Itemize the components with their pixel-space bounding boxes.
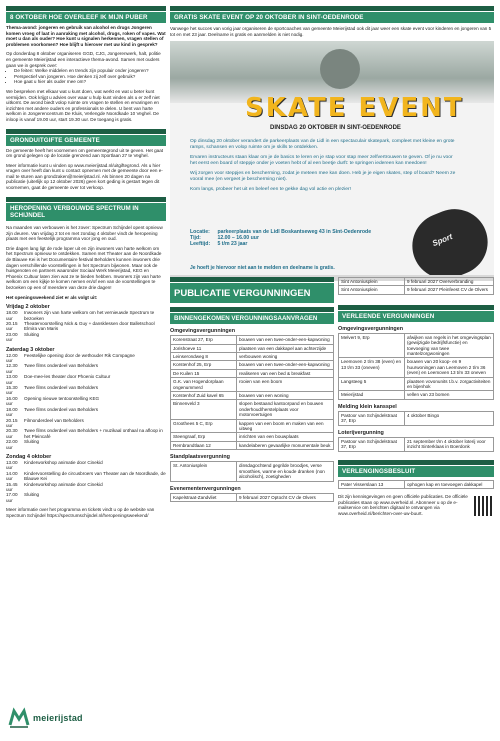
table-row — [171, 400, 334, 419]
table-row — [339, 333, 494, 358]
paragraph: Kom langs, probeer het uit en beleef een te gekke dag vol actie en plezier! — [190, 187, 351, 193]
table-cell-location: St. Antoniusplein — [171, 462, 237, 481]
section-title: GRONDUITGIFTE GEMEENTE — [6, 135, 166, 146]
schedule-desc: Inwoners zijn van harte welkom om het vernieuwde Spectrum te bezoeken — [24, 310, 155, 321]
list-item: • De feiten: Welke middelen en trends zijn populair onder jongeren? — [14, 68, 166, 74]
permit-table — [338, 411, 494, 426]
schedule-desc: Twee films onderdeel van Beholders — [24, 385, 99, 391]
table-cell-location: G.K. van Hogendorplaan ongenummerd — [171, 378, 237, 392]
table-cell-location: Leemoven 2 t/m 38 (even) en 13 t/m 33 (oneven) — [339, 358, 405, 377]
table-row — [171, 361, 334, 369]
permits-title: PUBLICATIE VERGUNNINGEN — [170, 283, 334, 303]
schedule-time: 15.30 uur — [6, 385, 18, 396]
schedule-time: 14.00 uur — [6, 470, 18, 482]
schedule-time: 18.00 uur — [6, 310, 18, 321]
table-row — [171, 392, 334, 400]
list-item: • Hoe gaat u hier als ouder mee om? — [14, 79, 166, 85]
table-cell-description: dinsdagochtend gegrilde broodjes, verse smoothies, warme en koude dranken (non alcoholisch), zoetigheden — [237, 462, 334, 481]
table-row — [339, 391, 494, 399]
table-cell-location: Pater Visserslaan 13 — [339, 480, 405, 488]
schedule-time: 15.45 uur — [6, 481, 18, 492]
paragraph: We bespreken met elkaar wat u kunt doen, wat werkt en wat u beter kunt vermijden. Ook krijgt u advies over waar u hulp kunt vinden als u er zelf niet uitkomt. De avond biedt volop ruimte om vragen te stellen en ervaringen en inzichten met andere ouders en professionals te delen. U bent van harte welkom in Jongerencentrum De Kluis, Verlengde Noordkade 10 Veghel. De inloop is vanaf 19.00 uur, start 19.30 uur. De toegang is gratis. — [6, 88, 160, 122]
logo — [8, 707, 83, 729]
poster-body — [190, 139, 460, 197]
section-title: HEROPENING VERBOUWDE SPECTRUM IN SCHIJNDEL — [6, 203, 166, 221]
poster-title: SKATE EVENT — [245, 93, 464, 124]
location-label: Locatie: — [190, 229, 210, 236]
permit-table — [170, 461, 334, 481]
paragraph: Op donderdag 8 oktober organiseren GGD, CJG, Jongerenwerk, halt, politie en gemeente Meierijstad een interactieve thema-avond. Samen met ouders gaan we in gesprek over: — [6, 51, 161, 68]
table-cell-location: Pastoor van Schijndelstraat 37, Erp — [339, 437, 405, 451]
table-row — [171, 353, 334, 361]
schedule-row — [6, 353, 166, 364]
schedule-desc: Filmonderdeel van Beholders — [24, 417, 84, 423]
table-cell-location: Steengraaf, Erp — [171, 433, 237, 441]
schedule-desc: Kinderworkshop animatie door Cinekid — [24, 459, 103, 465]
schedule-row — [6, 471, 166, 482]
age-value: 5 t/m 23 jaar — [217, 241, 248, 248]
permit-table — [170, 335, 334, 450]
schedule-row — [6, 396, 166, 407]
table-cell-description: 4 oktober Bingo — [405, 411, 494, 425]
permit-table — [338, 333, 494, 400]
schedule-desc: Theatervoorstelling Nick & Guy + dansklessen door Balletschool Elmira van Maris — [24, 321, 155, 332]
group-title: Melding klein kansspel — [338, 403, 397, 410]
table-cell-description: verbouwen woning — [237, 353, 334, 361]
divider — [170, 307, 334, 312]
table-cell-location: Kapelstraat-Zandvliet — [171, 493, 237, 501]
permit-table — [338, 437, 494, 452]
schedule-row — [6, 407, 166, 418]
table-cell-description: 9 februari 2027 Optocht CV de Olvers — [237, 493, 334, 501]
time-label: Tijd: — [190, 235, 201, 242]
table-cell-description: rooien van een boom — [237, 378, 334, 392]
table-row — [171, 369, 334, 377]
group-title: Omgevingsvergunningen — [338, 325, 403, 332]
schedule-time: 16.00 uur — [6, 395, 18, 407]
divider — [6, 197, 166, 202]
logo-icon — [8, 707, 30, 729]
table-row — [339, 278, 494, 286]
schedule-time: 23.00 uur — [6, 331, 18, 343]
group-title: Omgevingsvergunningen — [170, 328, 235, 335]
table-cell-description: 21 september t/m 4 oktober loterij voor inzicht Sinterklaas in Boerdonk — [405, 437, 494, 451]
schedule-row — [6, 321, 166, 332]
board-logo: Sport — [431, 232, 454, 249]
table-cell-location: Sint Antoniusplein — [339, 278, 405, 286]
schedule-row — [6, 418, 166, 429]
skateboard-image — [402, 199, 494, 281]
table-cell-location: Meierijstad — [339, 391, 405, 399]
schedule-desc: Sluiting — [24, 492, 40, 498]
table-cell-description: bouwen van 20 koop- en 9 huurwoningen aan Leemoven 2 t/m 36 (even) en Leemoven 13 t/m 33 oneven — [405, 358, 494, 377]
section-title: BINNENGEKOMEN VERGUNNINGSAANVRAGEN — [170, 313, 334, 324]
table-cell-description: realiseren van een bed & breakfast — [237, 369, 334, 377]
schedule-row — [6, 482, 166, 493]
table-row — [171, 419, 334, 433]
table-row — [171, 336, 334, 344]
group-title: Standplaatsvergunning — [170, 454, 230, 461]
schedule-time: 20.15 uur — [6, 417, 18, 428]
table-cell-description: bouwen van een twee-onder-een-kapwoning — [237, 336, 334, 344]
table-cell-description: inrichten van een bouwplaats — [237, 433, 334, 441]
poster-details — [190, 229, 390, 247]
table-cell-location: Korenstraat 27, Erp — [171, 336, 237, 344]
schedule-row — [6, 439, 166, 450]
table-row — [339, 411, 494, 425]
divider — [338, 305, 494, 310]
skate-poster — [170, 41, 494, 281]
schedule-desc: Kinderworkshop animatie door Cinekid — [24, 481, 103, 487]
schedule-time: 20.30 uur — [6, 428, 18, 439]
schedule-desc: Kindervoorstelling de circusbroers van Theater aan de Noordkade, de Blauwe Kei — [24, 470, 166, 482]
table-row — [339, 480, 494, 488]
divider — [6, 129, 166, 134]
permit-groups — [338, 326, 494, 452]
program-label: Het openingsweekend ziet er als volgt uit: — [6, 294, 98, 300]
schedule-day-head: Vrijdag 2 oktober — [6, 304, 50, 311]
table-cell-description: bouwen van een woning — [237, 392, 334, 400]
section-title: VERLENGINGSBESLUIT — [338, 466, 494, 477]
intro-text: Thema-avond: jongeren en gebruik van alcohol en drugs Jongeren komen vroeg of laat in aanraking met alcohol, drugs, roken of vapes. Wat moet u dan als ouder? Hoe kunt u signalen herkennen, vragen stellen of problemen voorkomen? Hoe blijft u hierover met uw kind in gesprek? — [6, 25, 166, 47]
table-row — [339, 437, 494, 451]
time-value: 12.00 – 16.00 uur — [217, 235, 259, 242]
group-title: Evenementenvergunningen — [170, 485, 241, 492]
table-cell-location: Leinserondweg 8 — [171, 353, 237, 361]
schedule-row — [6, 363, 166, 374]
table-cell-description: 9 februari 2027 Oververbranding — [405, 278, 494, 286]
schedule-desc: Sluiting — [24, 439, 40, 445]
divider — [338, 460, 494, 465]
schedule-desc: Feestelijke opening door de wethouder Rik Compagne — [24, 352, 135, 358]
age-label: Leeftijd: — [190, 241, 211, 248]
schedule-row — [6, 310, 166, 321]
list-item: • Perspectief van jongeren. Hoe denken zij zelf over gebruik? — [14, 74, 166, 80]
table-cell-description: bouwen van een twee-onder-een-kapwoning — [237, 361, 334, 369]
section-title: GRATIS SKATE EVENT OP 20 OKTOBER IN SINT-OEDENRODE — [170, 12, 494, 23]
table-cell-location: Jorishoeve 11 — [171, 344, 237, 352]
skate-section — [170, 6, 494, 281]
permit-groups — [170, 328, 334, 502]
table-row — [339, 358, 494, 377]
schedule-time: 13.00 uur — [6, 459, 18, 471]
location-value: parkeerplaats van de Lidl Boskantseweg 43 in Sint-Oedenrode — [217, 229, 372, 236]
schedule-desc: Twee films onderdeel van Beholders + muzikaal onthaal na afloop in het Pleincafé — [24, 428, 163, 439]
logo-text: meierijstad — [33, 713, 83, 723]
bullet-list — [6, 68, 166, 85]
paragraph: Meer informatie over het programma en tickets vindt u op de website van Spectrum Schijndel https://spectrumschijndel.nl/heropeningsweekend/ — [6, 507, 155, 518]
schedule-time: 12.00 uur — [6, 352, 18, 364]
table-cell-description: plaatsen van een dakkapel aan achterzijde — [237, 344, 334, 352]
schedule-desc: Doe-mee-les theater door Phoenix Cultuur — [24, 374, 111, 380]
paragraph: Dit zijn kennisgevingen en geen officiële publicaties. De officiële publicaties staan op www.overheid.nl. Abonneer u op de e-mailservice om berichten digitaal te ontvangen via www.overheid.nl/berichten-over-uw-buurt. — [338, 493, 468, 516]
table-cell-location: Sint Antoniusplein — [339, 286, 405, 294]
schedule-desc: Opening nieuwe tentoonstelling KEG — [24, 395, 100, 401]
table-cell-description: kandelaberen gevaarlijke monumentale beuk — [237, 441, 334, 449]
table-cell-description: vellen van 23 bomen — [405, 391, 494, 399]
table-row — [171, 433, 334, 441]
table-row — [339, 377, 494, 391]
schedule-row — [6, 332, 166, 343]
table-cell-description: plaatsen vovonunits t.b.v. zorgactiviteiten en bijenhok — [405, 377, 494, 391]
intro-text: Vanwege het succes van vorig jaar organiseren de sportcoaches van gemeente Meierijstad ook dit jaar weer een skate event voor kinderen en jongeren van 5 tot en met 23 jaar. Deelname is gratis en aanmelden is niet nodig. — [170, 26, 492, 37]
table-row — [171, 462, 334, 481]
schedule-desc: Sluiting — [24, 331, 40, 337]
table-cell-location: De Kuilen 15 — [171, 369, 237, 377]
permit-table — [170, 493, 334, 502]
schedule-time: 22.00 uur — [6, 439, 18, 450]
permits-left — [170, 277, 334, 502]
table-cell-description: slopen bestaand kantoorpand en bouwen onderhoud/herstelplaats voor motorvoertuigen — [237, 400, 334, 419]
table-cell-description: kappen van een boom en maken van een uitweg — [237, 419, 334, 433]
table-cell-location: Binnenveld 3 — [171, 400, 237, 419]
schedule-time: 12.30 uur — [6, 363, 18, 374]
schedule-row — [6, 428, 166, 439]
section-puber — [6, 6, 166, 123]
paragraph: Na maanden van verbouwen is het zover: Spectrum Schijndel opent opnieuw zijn deuren. Van vrijdag 2 tot en met zondag 4 oktober vindt de heropening plaats met een feestelijk programma voor jong en oud. — [6, 225, 163, 242]
schedule-time: 17.00 uur — [6, 492, 18, 503]
paragraph: Drie dagen lang ligt de rode loper uit en zijn inwoners van harte welkom om het Spectrum opnieuw te ontdekken. Samen met Theater aan de Noordkade de Blauwe Kei is het Documentaire festival Beholders kunnen inwoners drie dagen verschillende voorstellingen in het Spectrum bijwonen. Maar ook de huisgenoten en partners waaronder Sociaal Werk Meierijstad, KEG en Phoenix Cultuur laten zien wat ze te bieden hebben. Inwoners zijn van harte welkom om een kijkje te komen nemen en/of een van de voorstellingen te bezoeken op een of meerdere van deze drie dagen! — [6, 245, 162, 290]
permit-table — [338, 480, 494, 489]
qr-code-icon[interactable] — [474, 496, 494, 516]
table-cell-location: Korstenhof 25, Erp — [171, 361, 237, 369]
schedule — [6, 304, 166, 503]
publication-note — [338, 494, 494, 516]
table-cell-description: ophogen kap en toevoegen dakkapel — [405, 480, 494, 488]
table-row — [171, 493, 334, 501]
table-cell-description: 9 februari 2027 Pleinfeest CV de Olvers — [405, 286, 494, 294]
schedule-desc: Twee films onderdeel van Beholders — [24, 363, 99, 369]
table-cell-location: Pastoor van Schijndelstraat 37, Erp — [339, 411, 405, 425]
poster-note: Je hoeft je hiervoor niet aan te melden en deelname is gratis. — [190, 265, 335, 272]
table-cell-location: Melvert 9, Erp — [339, 333, 405, 358]
schedule-desc: Twee films onderdeel van Beholders — [24, 406, 99, 412]
section-gronduitgifte — [6, 129, 166, 191]
schedule-day-head: Zaterdag 3 oktober — [6, 346, 55, 353]
section-title: 8 OKTOBER HOE OVERLEEF IK MIJN PUBER — [6, 12, 166, 23]
schedule-row — [6, 374, 166, 385]
paragraph: Op dinsdag 20 oktober verandert de parkeerplaats van de Lidl in een spectaculair skatepark, compleet met kleine en grote ramps, schansen en volop ruimte om je skills te ontdekken. — [190, 139, 455, 151]
schedule-time: 20.15 uur — [6, 321, 18, 332]
schedule-time: 18.00 uur — [6, 406, 18, 418]
paragraph: Meer informatie kunt u vinden op www.meierijstad.nl/uitgiftegrond. Als u hier vragen over heeft dan kunt u contact opnemen met de gemeente door een e-mail te sturen aan grondzaken@meierijstad.nl. Als binnen 20 dagen na publicatie (uiterlijk op 12 oktober 2026) geen kort geding is gestart tegen dit voornemen, gaat de gemeente over tot verkoop. — [6, 162, 163, 191]
schedule-time: 13.00 uur — [6, 374, 18, 385]
schedule-row — [6, 460, 166, 471]
poster-subtitle: DINSDAG 20 OKTOBER IN SINT-OEDENRODE — [270, 125, 401, 132]
table-cell-location: Langsteeg 5 — [339, 377, 405, 391]
group-title: Loterijvergunning — [338, 429, 384, 436]
table-row — [171, 344, 334, 352]
table-cell-location: Korstenhof Zuid kavel 65 — [171, 392, 237, 400]
divider — [170, 6, 494, 11]
table-cell-location: Rembrandtlaan 12 — [171, 441, 237, 449]
permit-table — [338, 277, 494, 295]
table-row — [171, 441, 334, 449]
table-row — [171, 378, 334, 392]
divider — [6, 6, 166, 11]
section-title: VERLEENDE VERGUNNINGEN — [338, 311, 494, 322]
table-row — [339, 286, 494, 294]
paragraph: Wij zorgen voor steppjes en bescherming, zodat je meteen mee kan doen. Heb je je eigen skates, step of board? Neem ze vooral mee (en vergeet je bescherming niet). — [190, 171, 456, 183]
permits-right — [338, 277, 494, 516]
paragraph: De gemeente heeft het voornemen om gemeentegrond uit te geven. Het gaat om grond gelegen op de locatie grenzend aan Sportlaan 27 te Veghel. — [6, 147, 164, 159]
schedule-row — [6, 385, 166, 396]
divider — [170, 277, 334, 282]
table-cell-description: afwijken van regels in het omgevingsplan (gewijzigde bedrijfsfunctie) en toevoeging van twee mantelzorgwoningen — [405, 333, 494, 358]
schedule-day-head: Zondag 4 oktober — [6, 453, 52, 460]
paragraph: Ervaren instructeurs staan klaar om je de basics te leren en je stap voor stap meer zelfvertrouwen te geven. Of je nu voor het eerst een board of steppje onder je voeten hebt of al een beetje durft: te springen iedereen kan meedoen! — [190, 155, 453, 167]
schedule-row — [6, 492, 166, 503]
left-column — [6, 6, 166, 522]
section-spectrum — [6, 197, 166, 519]
table-cell-location: Groothees 5 C, Erp — [171, 419, 237, 433]
